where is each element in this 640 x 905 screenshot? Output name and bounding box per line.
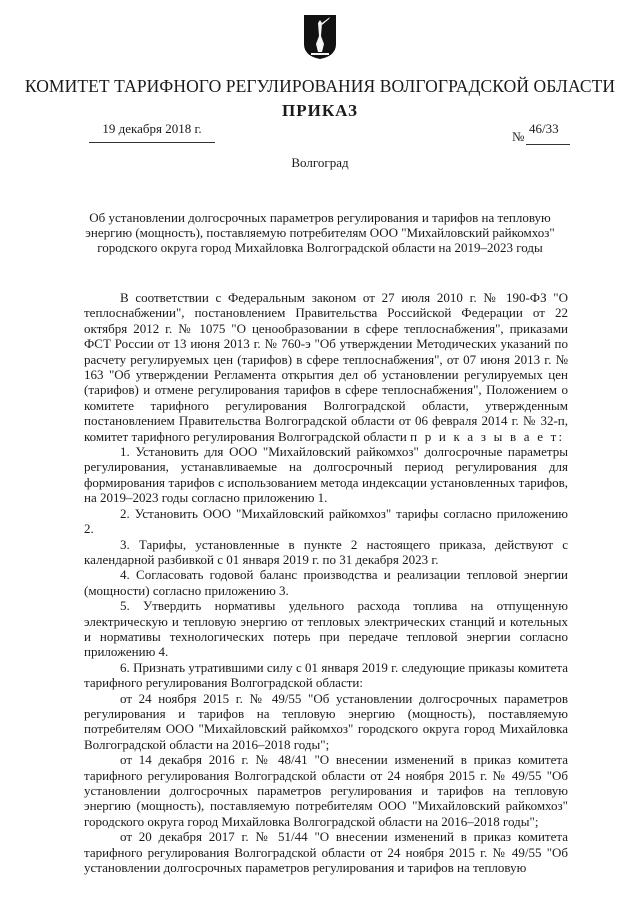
orders-word: п р и к а з ы в а е т: [410, 428, 565, 444]
order-subject: Об установлении долгосрочных параметров регулирования и тарифов на тепловую энергию (мощность), поставляемую потребителям ООО "Михайловский райкомхоз" городского округа город Михайловка Волгоградской области на 2019–2023 годы [85, 210, 555, 255]
item-4: 4. Согласовать годовой баланс производства и реализации тепловой энергии (мощности) согласно приложению 3. [84, 567, 568, 598]
order-body [84, 290, 568, 875]
order-number: 46/33 [529, 121, 559, 136]
preamble [84, 290, 568, 444]
item-2: 2. Установить ООО "Михайловский райкомхоз" тарифы согласно приложению 2. [84, 505, 568, 537]
preamble-text: В соответствии с Федеральным законом от 27 июля 2010 г. № 190-ФЗ "О теплоснабжении", постановлением Правительства Российской Федерации от 22 октября 2012 г. № 1075 "О ценообразовании в сфере теплоснабжения", приказами ФСТ России от 13 июня 2013 г. № 760-э "Об утверждении Методических указаний по расчету регулируемых цен (тарифов) в сфере теплоснабжения", от 07 июня 2013 г. № 163 "Об утверждении Регламента открытия дел об установлении регулируемых цен (тарифов) и отмене регулирования тарифов в сфере теплоснабжения", Положением о комитете тарифного регулирования Волгоградской области, утвержденным постановлением Правительства Волгоградской области от 06 февраля 2014 г. № 32-п, комитет тарифного регулирования Волгоградской области [84, 290, 568, 444]
number-sign: № [512, 129, 525, 144]
item-5: 5. Утвердить нормативы удельного расхода топлива на отпущенную электрическую и тепловую энергию от тепловых электрических станций и котельных и нормативы технологических потерь при передаче тепловой энергии согласно приложению 4. [84, 598, 568, 660]
date-underline [89, 142, 215, 143]
repealed-order-1: от 24 ноября 2015 г. № 49/55 "Об установлении долгосрочных параметров регулирования и тарифов на тепловую энергию (мощность), поставляемую потребителям ООО "Михайловский райкомхоз" городского округа город Михайловка Волгоградской области на 2016–2018 годы"; [84, 690, 568, 752]
committee-name: КОМИТЕТ ТАРИФНОГО РЕГУЛИРОВАНИЯ ВОЛГОГРАДСКОЙ ОБЛАСТИ [24, 76, 616, 96]
order-date: 19 декабря 2018 г. [102, 121, 202, 136]
number-underline [526, 144, 570, 145]
document-type: ПРИКАЗ [282, 101, 358, 120]
volgograd-coat-of-arms-icon [303, 14, 337, 60]
item-1: 1. Установить для ООО "Михайловский райкомхоз" долгосрочные параметры регулирования, устанавливаемые на долгосрочный период регулирования для формирования тарифов с использованием метода индексации установленных тарифов, на 2019–2023 годы согласно приложению 1. [84, 444, 568, 506]
city: Волгоград [291, 155, 349, 170]
repealed-order-3: от 20 декабря 2017 г. № 51/44 "О внесении изменений в приказ комитета тарифного регулирования Волгоградской области от 24 ноября 2015 г. № 49/55 "Об установлении долгосрочных параметров регулирования и тарифов на тепловую [84, 829, 568, 876]
item-3: 3. Тарифы, установленные в пункте 2 настоящего приказа, действуют с календарной разбивкой с 01 января 2019 г. по 31 декабря 2023 г. [84, 536, 568, 567]
item-6: 6. Признать утратившими силу с 01 января 2019 г. следующие приказы комитета тарифного регулирования Волгоградской области: [84, 659, 568, 691]
repealed-order-2: от 14 декабря 2016 г. № 48/41 "О внесении изменений в приказ комитета тарифного регулирования Волгоградской области от 24 ноября 2015 г. № 49/55 "Об установлении долгосрочных параметров регулирования и тарифов на тепловую энергию (мощность), поставляемую потребителям ООО "Михайловский райкомхоз" городского округа город Михайловка Волгоградской области на 2016–2018 годы"; [84, 752, 568, 829]
